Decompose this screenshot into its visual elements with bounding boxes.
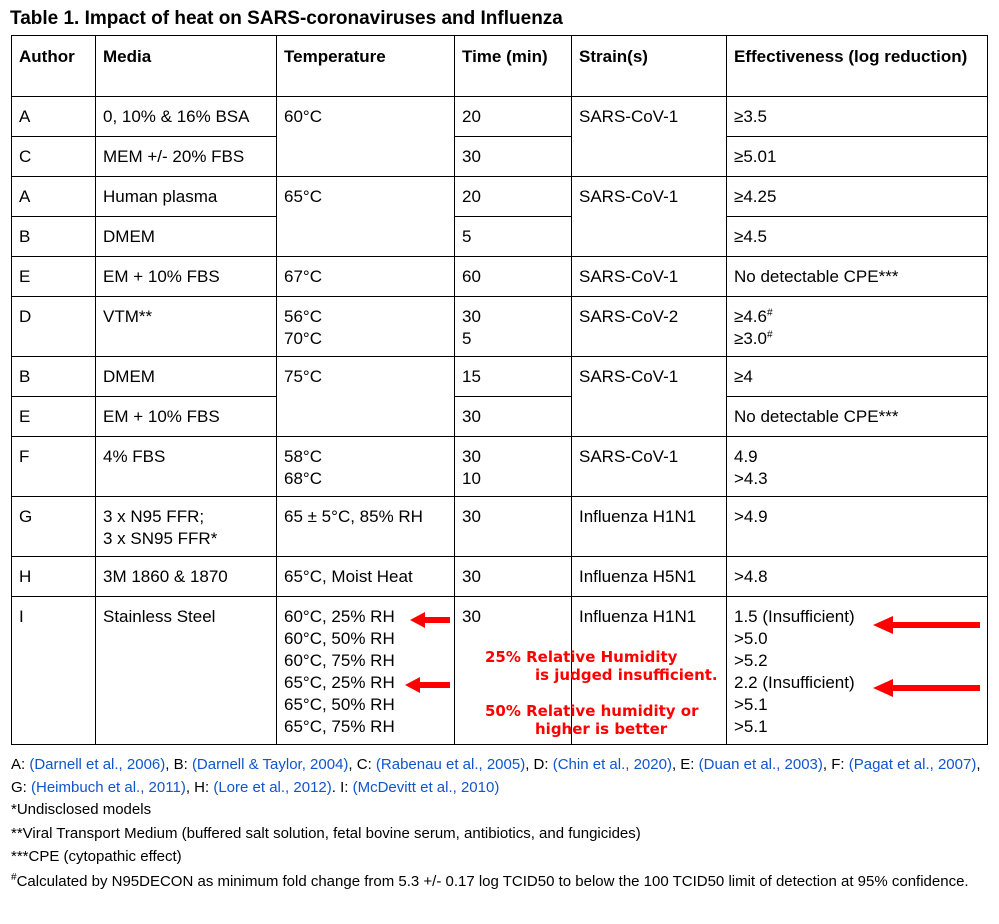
footnote-mark: # — [11, 872, 17, 883]
cell-time — [455, 297, 572, 357]
red-arrow-left-icon — [873, 679, 980, 697]
cell-time: 30 — [455, 557, 572, 597]
cell-strain: Influenza H5N1 — [572, 557, 727, 597]
cell-effectiveness: No detectable CPE*** — [727, 397, 988, 437]
cell-media: EM + 10% FBS — [96, 397, 277, 437]
cell-media: Stainless Steel — [96, 597, 277, 745]
table-title: Table 1. Impact of heat on SARS-coronaviruses and Influenza — [10, 8, 563, 29]
temperature-line: 65°C, 75% RH — [284, 717, 395, 736]
header-row — [12, 36, 988, 97]
effectiveness-line: >5.1 — [734, 717, 768, 736]
cell-time: 30 — [455, 497, 572, 557]
media-line: 3 x SN95 FFR* — [103, 529, 218, 548]
cell-author: C — [12, 137, 96, 177]
cell-strain: SARS-CoV-1 — [572, 257, 727, 297]
cell-temperature: 60°C — [277, 97, 455, 177]
table-row — [12, 497, 988, 557]
cell-strain: SARS-CoV-1 — [572, 437, 727, 497]
footnote-mark: # — [766, 329, 773, 341]
citation-link[interactable]: (Darnell & Taylor, 2004) — [191, 756, 349, 773]
cell-time: 30 — [455, 597, 572, 745]
citation-link[interactable]: (Pagat et al., 2007) — [848, 756, 977, 773]
cell-media: 3M 1860 & 1870 — [96, 557, 277, 597]
cell-effectiveness — [727, 297, 988, 357]
footnote-cpe: ***CPE (cytopathic effect) — [11, 848, 182, 865]
cell-author: A — [12, 177, 96, 217]
cell-strain: Influenza H1N1 — [572, 597, 727, 745]
table-row — [12, 557, 988, 597]
cell-media: DMEM — [96, 357, 277, 397]
cell-time — [455, 437, 572, 497]
cell-temperature — [277, 297, 455, 357]
temperature-line: 58°C — [284, 447, 322, 466]
header-media: Media — [96, 36, 277, 97]
red-arrow-left-icon — [405, 676, 449, 694]
citation-link[interactable]: (Chin et al., 2020) — [552, 756, 672, 773]
temperature-line: 60°C, 25% RH — [284, 607, 395, 626]
cell-author: B — [12, 217, 96, 257]
temperature-line: 65°C, 25% RH — [284, 673, 395, 692]
cell-media: DMEM — [96, 217, 277, 257]
table-row — [12, 297, 988, 357]
citation-link[interactable]: (Heimbuch et al., 2011) — [31, 779, 186, 796]
cell-temperature: 67°C — [277, 257, 455, 297]
cell-media: VTM** — [96, 297, 277, 357]
effectiveness-line: >5.0 — [734, 629, 768, 648]
cell-author: A — [12, 97, 96, 137]
cell-effectiveness: >4.8 — [727, 557, 988, 597]
effectiveness-line: 2.2 (Insufficient) — [734, 673, 855, 692]
cell-time: 60 — [455, 257, 572, 297]
footnote-vtm: **Viral Transport Medium (buffered salt solution, fetal bovine serum, antibiotics, and fungicides) — [11, 825, 641, 842]
cell-media: EM + 10% FBS — [96, 257, 277, 297]
effectiveness-line: >5.1 — [734, 695, 768, 714]
time-line: 30 — [462, 447, 481, 466]
effectiveness-line: ≥4.6# — [734, 307, 773, 326]
table-row — [12, 97, 988, 137]
temperature-line: 60°C, 75% RH — [284, 651, 395, 670]
cell-strain: Influenza H1N1 — [572, 497, 727, 557]
annotation-insufficient-humidity: 25% Relative Humidity is judged insufficient. — [485, 648, 718, 684]
table-row — [12, 217, 988, 257]
cell-author: G — [12, 497, 96, 557]
cell-media: MEM +/- 20% FBS — [96, 137, 277, 177]
reference-list: A: (Darnell et al., 2006), B: (Darnell & Taylor, 2004), C: (Rabenau et al., 2005), D: (Chin et al., 2020), E: (Duan et al., 2003), F: (Pagat et al., 2007), G: (Heimbuch et al., 2011), H: (Lore et al., 2012). I: (McDevitt et al., 2010) — [11, 756, 981, 796]
time-line: 10 — [462, 469, 481, 488]
cell-media: Human plasma — [96, 177, 277, 217]
table-row — [12, 137, 988, 177]
table-row — [12, 357, 988, 397]
cell-effectiveness: ≥3.5 — [727, 97, 988, 137]
citation-link[interactable]: (Darnell et al., 2006) — [29, 756, 166, 773]
cell-media — [96, 497, 277, 557]
citation-link[interactable]: (Duan et al., 2003) — [698, 756, 823, 773]
cell-effectiveness: ≥4.25 — [727, 177, 988, 217]
footnote-mark: # — [766, 307, 773, 319]
table-row — [12, 437, 988, 497]
cell-author: H — [12, 557, 96, 597]
cell-media: 4% FBS — [96, 437, 277, 497]
cell-time: 5 — [455, 217, 572, 257]
table-row — [12, 177, 988, 217]
cell-temperature: 65°C, Moist Heat — [277, 557, 455, 597]
red-arrow-left-icon — [410, 611, 454, 629]
temperature-line: 60°C, 50% RH — [284, 629, 395, 648]
cell-author: I — [12, 597, 96, 745]
cell-time: 20 — [455, 177, 572, 217]
header-strain: Strain(s) — [572, 36, 727, 97]
temperature-line: 68°C — [284, 469, 322, 488]
cell-time: 30 — [455, 397, 572, 437]
heat-impact-table — [11, 35, 988, 745]
effectiveness-line: ≥3.0# — [734, 329, 773, 348]
cell-effectiveness: >4.9 — [727, 497, 988, 557]
table-row — [12, 257, 988, 297]
cell-temperature — [277, 437, 455, 497]
red-arrow-left-icon — [873, 616, 980, 634]
cell-media: 0, 10% & 16% BSA — [96, 97, 277, 137]
cell-effectiveness — [727, 437, 988, 497]
cell-author: B — [12, 357, 96, 397]
time-line: 5 — [462, 329, 472, 348]
effectiveness-line: >5.2 — [734, 651, 768, 670]
cell-effectiveness: ≥5.01 — [727, 137, 988, 177]
citation-link[interactable]: (Rabenau et al., 2005) — [375, 756, 526, 773]
annotation-better-humidity: 50% Relative humidity or higher is better — [485, 702, 699, 738]
citation-link[interactable]: (Lore et al., 2012) — [213, 779, 332, 796]
header-effectiveness: Effectiveness (log reduction) — [727, 36, 988, 97]
cell-effectiveness: ≥4.5 — [727, 217, 988, 257]
cell-temperature: 65°C — [277, 177, 455, 257]
header-temperature: Temperature — [277, 36, 455, 97]
temperature-line: 56°C — [284, 307, 322, 326]
cell-effectiveness: ≥4 — [727, 357, 988, 397]
cell-author: F — [12, 437, 96, 497]
effectiveness-line: >4.3 — [734, 469, 768, 488]
cell-author: D — [12, 297, 96, 357]
cell-time: 15 — [455, 357, 572, 397]
footnote-calculation: #Calculated by N95DECON as minimum fold change from 5.3 +/- 0.17 log TCID50 to below the 100 TCID50 limit of detection at 95% confidence. — [11, 872, 969, 890]
cell-time: 30 — [455, 137, 572, 177]
media-line: 3 x N95 FFR; — [103, 507, 205, 526]
time-line: 30 — [462, 307, 481, 326]
cell-time: 20 — [455, 97, 572, 137]
citation-link[interactable]: (McDevitt et al., 2010) — [352, 779, 500, 796]
cell-effectiveness: No detectable CPE*** — [727, 257, 988, 297]
cell-author: E — [12, 257, 96, 297]
effectiveness-line: 1.5 (Insufficient) — [734, 607, 855, 626]
temperature-line: 65°C, 50% RH — [284, 695, 395, 714]
temperature-line: 70°C — [284, 329, 322, 348]
cell-temperature: 65 ± 5°C, 85% RH — [277, 497, 455, 557]
table-row — [12, 397, 988, 437]
cell-strain: SARS-CoV-1 — [572, 177, 727, 257]
cell-temperature: 75°C — [277, 357, 455, 437]
cell-strain: SARS-CoV-1 — [572, 357, 727, 437]
cell-author: E — [12, 397, 96, 437]
header-time: Time (min) — [455, 36, 572, 97]
cell-strain: SARS-CoV-2 — [572, 297, 727, 357]
effectiveness-line: 4.9 — [734, 447, 758, 466]
footnote-undisclosed: *Undisclosed models — [11, 801, 152, 818]
header-author: Author — [12, 36, 96, 97]
cell-strain: SARS-CoV-1 — [572, 97, 727, 177]
